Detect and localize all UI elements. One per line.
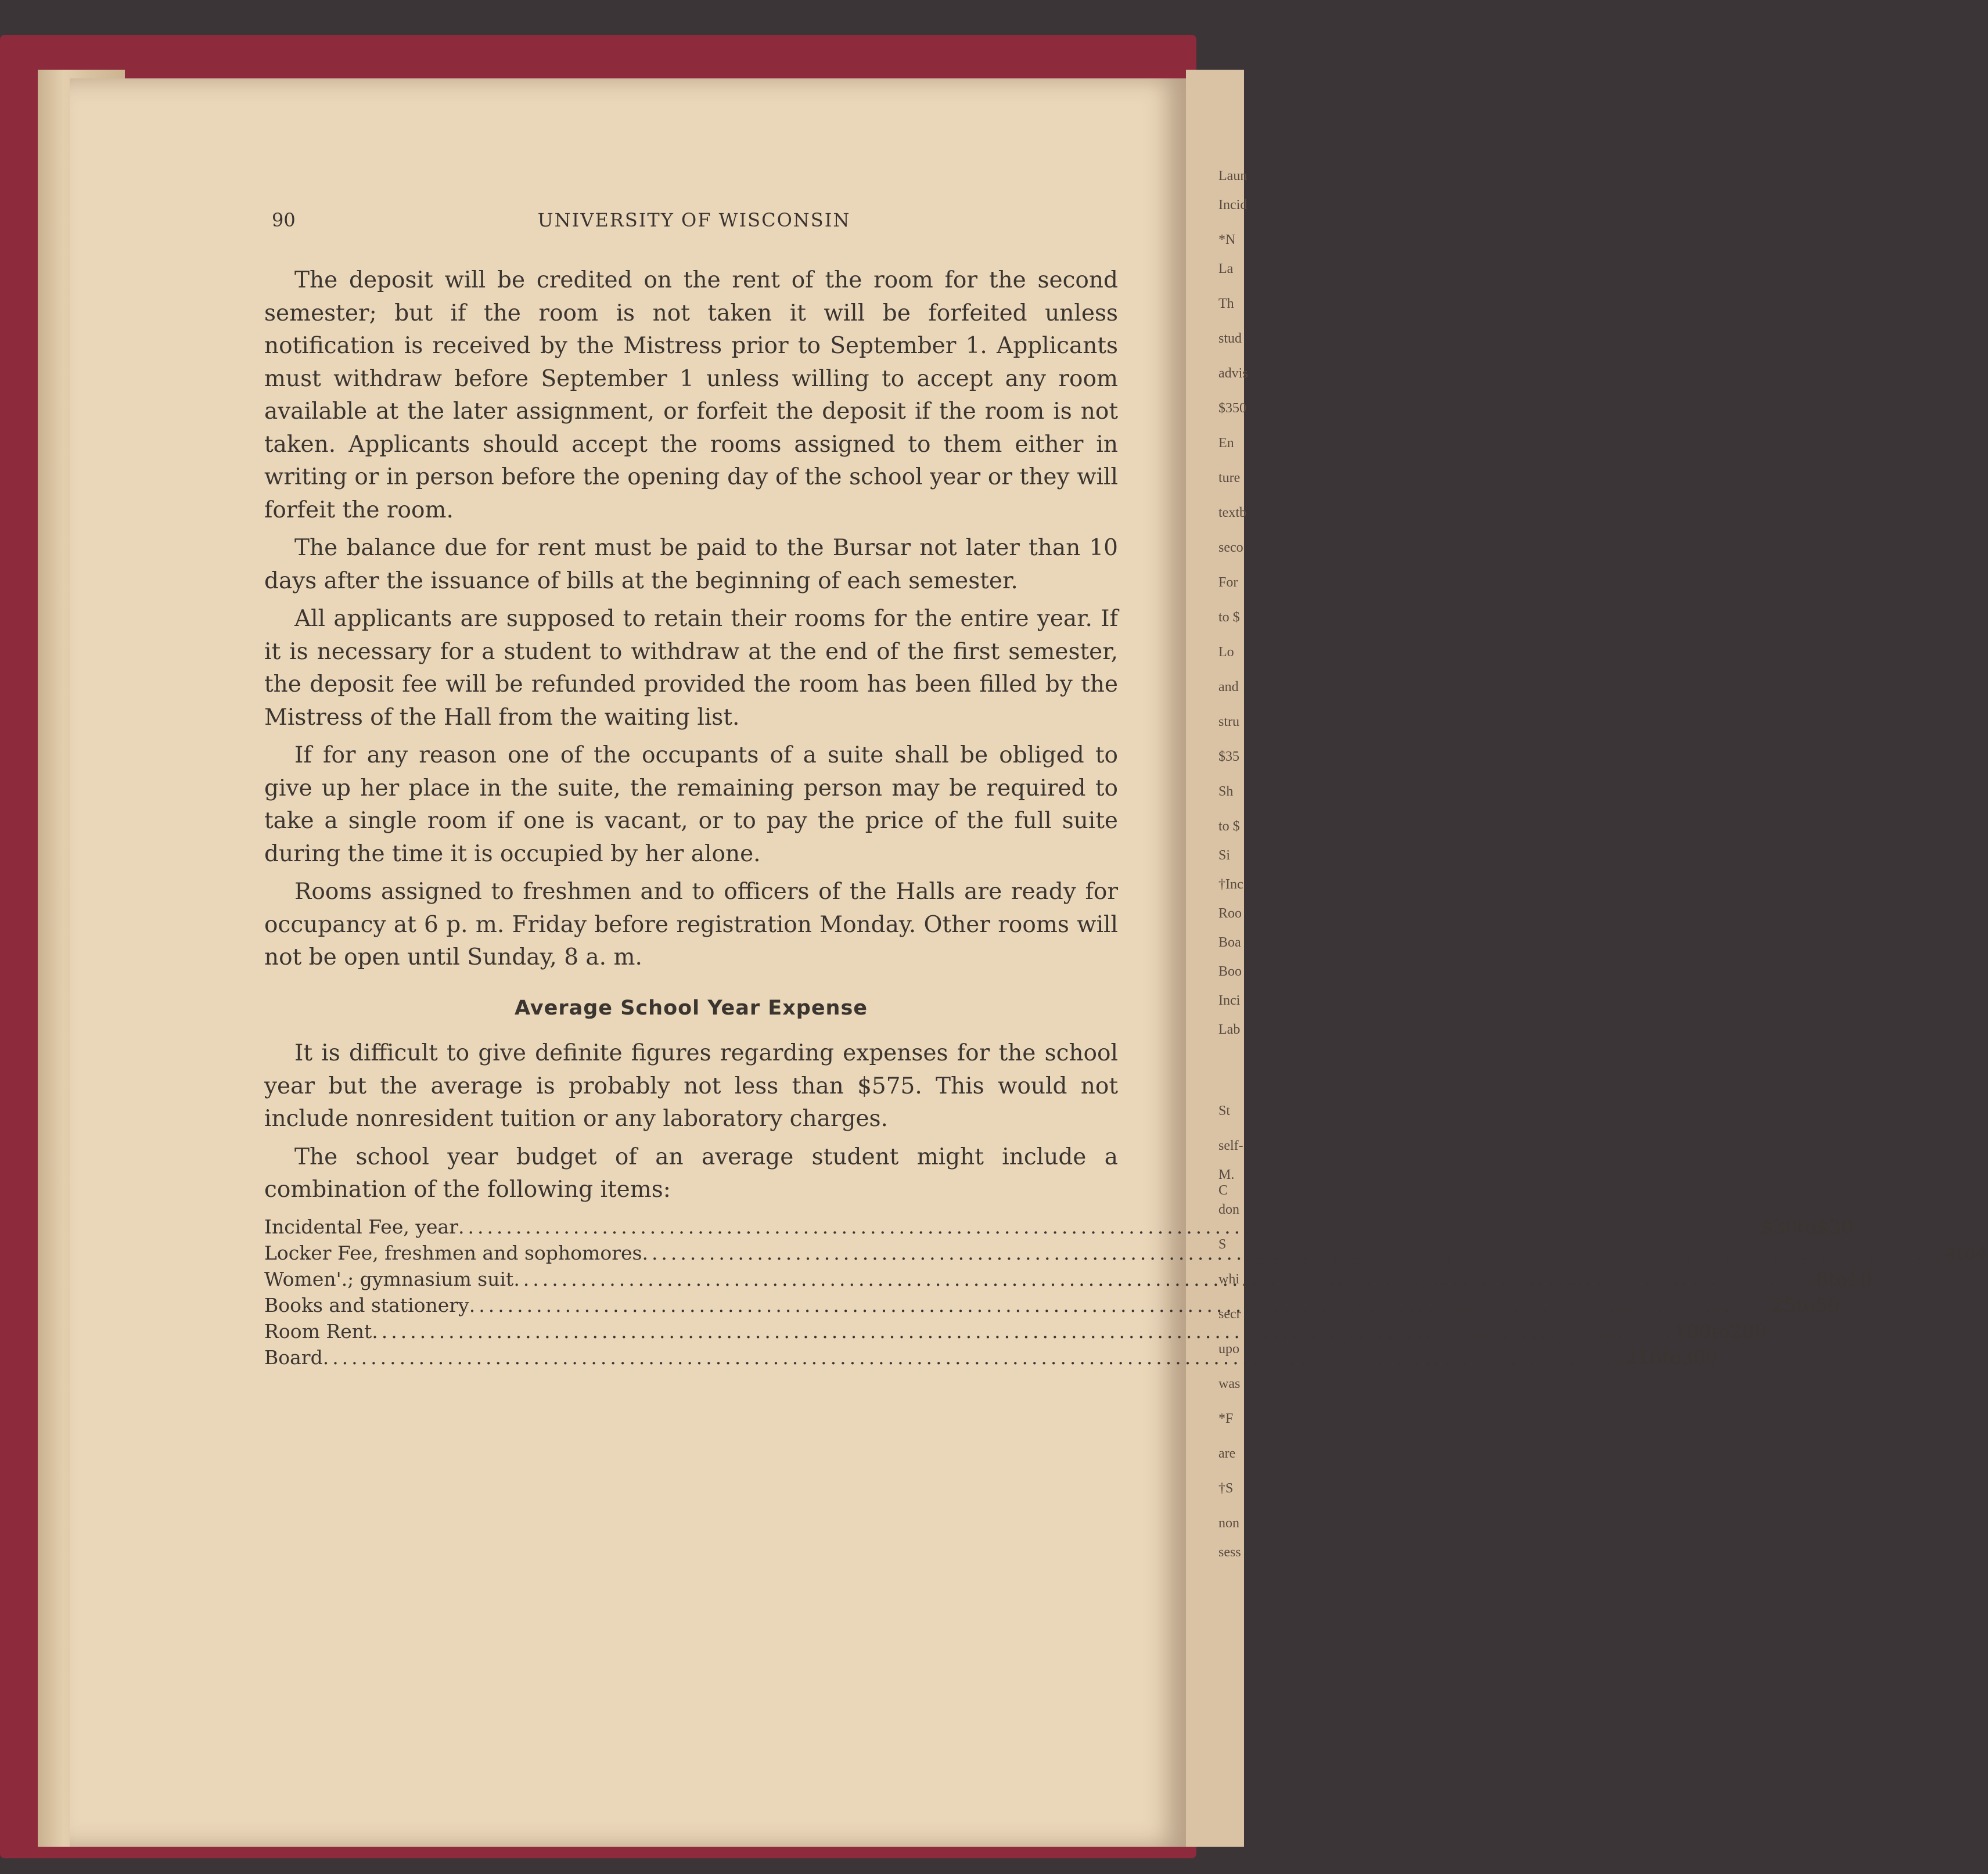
running-title: UNIVERSITY OF WISCONSIN <box>537 209 851 231</box>
expense-item: Locker Fee, freshmen and sophomores <box>264 1241 642 1264</box>
next-page-fragment: †S <box>1218 1481 1234 1496</box>
next-page-fragment: Th <box>1218 296 1234 311</box>
dot-leader <box>469 1292 1772 1318</box>
next-page-fragment: Boa <box>1218 935 1241 950</box>
expense-low: 8 <box>1816 1267 1828 1290</box>
dot-leader <box>323 1344 1626 1371</box>
next-page-fragment: stud <box>1218 331 1242 346</box>
next-page-fragment: *F <box>1218 1411 1234 1426</box>
expense-low: 4 <box>1944 1241 1957 1264</box>
next-page-fragment: †Inc <box>1218 877 1243 892</box>
paragraph-applicants: All applicants are supposed to retain their rooms for the entire year. If it is necessary for a student to withdraw at the end of the first semester, the deposit fee will be refunded provided the room has been filled by the Mistress of the Hall from the waiting list. <box>264 606 1118 731</box>
next-page-fragment: are <box>1218 1446 1236 1461</box>
paragraph-budget-intro: The school year budget of an average student might include a combination of the following items: <box>264 1143 1118 1203</box>
expense-to: to <box>1796 1293 1816 1317</box>
next-page-fragment: Roo <box>1218 906 1242 921</box>
dot-leader <box>372 1318 1674 1344</box>
expense-low: 100 <box>1674 1319 1711 1343</box>
next-page-fragment: St <box>1218 1103 1231 1118</box>
expense-low: $30 <box>1760 1215 1798 1238</box>
next-page-fragment: $35 <box>1218 749 1239 764</box>
next-page-edge <box>1186 70 1248 1847</box>
next-page-fragment: *N <box>1218 232 1236 247</box>
expense-high: 300 <box>1681 1346 1718 1369</box>
expense-row <box>264 1240 1988 1266</box>
next-page-fragment: seco <box>1218 540 1243 555</box>
next-page-fragment: was <box>1218 1376 1241 1391</box>
next-page-fragment: upo <box>1218 1341 1239 1357</box>
paragraph-balance: The balance due for rent must be paid to the Bursar not later than 10 days after the issuance of bills at the beginning of each semester. <box>264 535 1118 594</box>
paragraph-suite: If for any reason one of the occupants of a suite shall be obliged to give up her place in the suite, the remaining person may be required to take a single room if one is vacant, or to pay the price of the full suite during the time it is occupied by her alone. <box>264 742 1118 867</box>
expense-item: Room Rent <box>264 1319 372 1343</box>
expense-high: $30 <box>1816 1215 1853 1238</box>
expense-item: Incidental Fee, year <box>264 1215 458 1238</box>
next-page-fragment: La <box>1218 261 1234 276</box>
next-page-fragment: whi <box>1218 1272 1239 1287</box>
next-page-fragment: textb <box>1218 505 1246 520</box>
next-page-fragment: Lab <box>1218 1022 1241 1037</box>
next-page-fragment: Incid <box>1218 197 1248 213</box>
section-heading: Average School Year Expense <box>514 996 868 1020</box>
expense-to: to <box>1828 1267 1848 1290</box>
expense-to: to <box>1957 1241 1976 1264</box>
next-page-fragment: Laun <box>1218 168 1248 184</box>
next-page-fragment: and <box>1218 679 1239 695</box>
next-page-fragment: Si <box>1218 848 1231 863</box>
expense-to: to <box>1662 1346 1681 1369</box>
expense-high: 200 <box>1730 1319 1767 1343</box>
expense-low: 216 <box>1625 1346 1662 1369</box>
expense-to: to <box>1710 1319 1731 1343</box>
dot-leader <box>458 1214 1761 1240</box>
next-page-fragment: to $ <box>1218 610 1240 625</box>
next-page-fragment: to $ <box>1218 819 1240 834</box>
next-page-fragment: Sh <box>1218 784 1234 799</box>
next-page-fragment: sess <box>1218 1545 1241 1560</box>
next-page-fragment: $350 <box>1218 401 1246 416</box>
expense-low: 25 <box>1771 1293 1796 1317</box>
next-page-fragment: Inci <box>1218 993 1241 1008</box>
dot-leader <box>513 1266 1816 1292</box>
expense-high: 4 <box>1976 1241 1988 1264</box>
expense-row <box>264 1318 1767 1344</box>
paragraph-rooms-ready: Rooms assigned to freshmen and to officers of the Halls are ready for occupancy at 6 p. m. Friday before registration Monday. Other rooms will not be open until Sunday, 8 a. m. <box>264 879 1118 970</box>
expense-to: to <box>1797 1215 1817 1238</box>
expense-item: Board <box>264 1346 323 1369</box>
page-header <box>272 209 1116 238</box>
next-page-fragment: M. C <box>1218 1167 1235 1198</box>
paragraph-deposit: The deposit will be credited on the rent of the room for the second semester; but if the room is not taken it will be forfeited unless notification is received by the Mistress prior to September 1. Applicants must withdraw before September 1 unless willing to accept any room available at the later assignment, or forfeit the deposit if the room is not taken. Applicants should accept the rooms assigned to them either in writing or in person before the opening day of the school year or they will forfeit the room. <box>264 267 1118 523</box>
next-page-fragment: En <box>1218 436 1234 451</box>
dot-leader <box>642 1240 1944 1266</box>
expense-item: Women'.; gymnasium suit <box>264 1267 514 1290</box>
next-page-fragment: don <box>1218 1202 1239 1217</box>
next-page-fragment: non <box>1218 1516 1239 1531</box>
next-page-fragment: ture <box>1218 470 1241 485</box>
next-page-fragment: stru <box>1218 714 1239 729</box>
next-page-fragment: self- <box>1218 1138 1243 1153</box>
expense-high: 50 <box>1815 1293 1840 1317</box>
paragraph-expense-estimate: It is difficult to give definite figures regarding expenses for the school year but the average is probably not less than $575. This would not include nonresident tuition or any laboratory charges. <box>264 1040 1118 1132</box>
expense-high: 10 <box>1847 1267 1872 1290</box>
next-page-fragment: For <box>1218 575 1238 590</box>
next-page-fragment: Lo <box>1218 645 1234 660</box>
next-page-fragment: S <box>1218 1237 1227 1252</box>
page-number: 90 <box>272 209 296 231</box>
next-page-fragment: secr <box>1218 1307 1241 1322</box>
expense-item: Books and stationery <box>264 1293 469 1317</box>
expense-row <box>264 1214 1853 1240</box>
next-page-fragment: Boo <box>1218 964 1242 979</box>
next-page-fragment: advis <box>1218 366 1248 381</box>
